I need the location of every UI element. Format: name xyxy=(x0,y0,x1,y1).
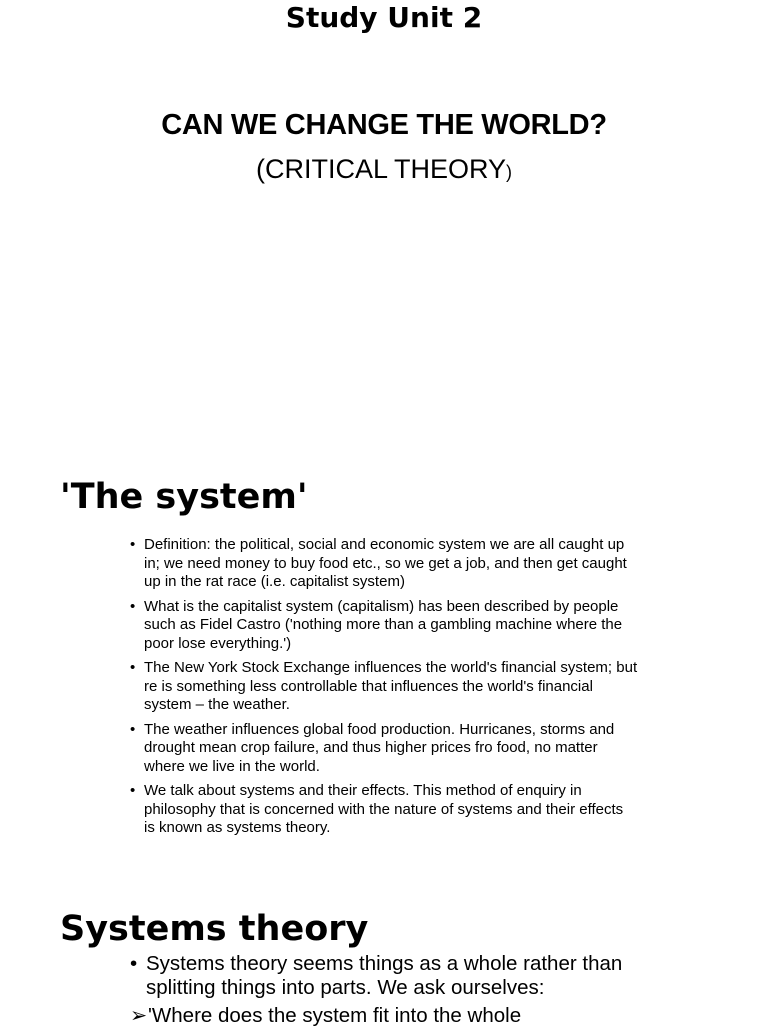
main-heading: CAN WE CHANGE THE WORLD? xyxy=(161,109,607,141)
arrow-sub-item-text: 'Where does the system fit into the whole xyxy=(148,1004,522,1027)
list-item-text: We talk about systems and their effects. This method of enquiry in philosophy that is concerned with the nature of systems and their effects is known as systems theory. xyxy=(144,782,624,836)
list-item-text: The New York Stock Exchange influences the world's financial system; but re is something less controllable that influences the world's financial system – the weather. xyxy=(144,659,638,713)
list-item-text: What is the capitalist system (capitalism) has been described by people such as Fidel Castro ('nothing more than a gambling machine where the poor lose everything.') xyxy=(144,597,623,652)
list-item xyxy=(128,598,638,654)
list-item-text: Definition: the political, social and economic system we are all caught up in; we need money to buy food etc., so we get a job, and then get caught up in the rat race (i.e. capitalist system) xyxy=(144,536,627,590)
list-item-text: Systems theory seems things as a whole rather than splitting things into parts. We ask ourselves: xyxy=(146,952,623,999)
bullet-icon: • xyxy=(130,720,136,738)
section-title-systems-theory: Systems theory xyxy=(60,909,369,949)
bullet-icon: • xyxy=(130,782,136,799)
list-item xyxy=(128,782,638,838)
section-title-the-system: 'The system' xyxy=(60,477,308,517)
bullet-icon: • xyxy=(130,597,136,615)
systems-theory-bullet-list xyxy=(128,952,648,1003)
arrow-sub-item xyxy=(130,1004,521,1028)
list-item xyxy=(128,536,638,592)
list-item xyxy=(128,721,638,777)
system-bullet-list xyxy=(128,536,638,844)
list-item xyxy=(128,659,638,715)
sub-heading xyxy=(0,152,768,189)
list-item xyxy=(128,952,648,1000)
page-title: Study Unit 2 xyxy=(285,1,483,34)
sub-heading-close-paren: ) xyxy=(506,162,513,182)
list-item-text: The weather influences global food production. Hurricanes, storms and drought mean crop failure, and thus higher prices fro food, no matter where we live in the world. xyxy=(144,720,615,775)
bullet-icon: • xyxy=(130,952,138,975)
sub-heading-text: (CRITICAL THEORY xyxy=(255,154,507,184)
bullet-icon: • xyxy=(130,536,136,553)
arrow-icon: ➢ xyxy=(130,1004,148,1027)
bullet-icon: • xyxy=(130,659,136,676)
